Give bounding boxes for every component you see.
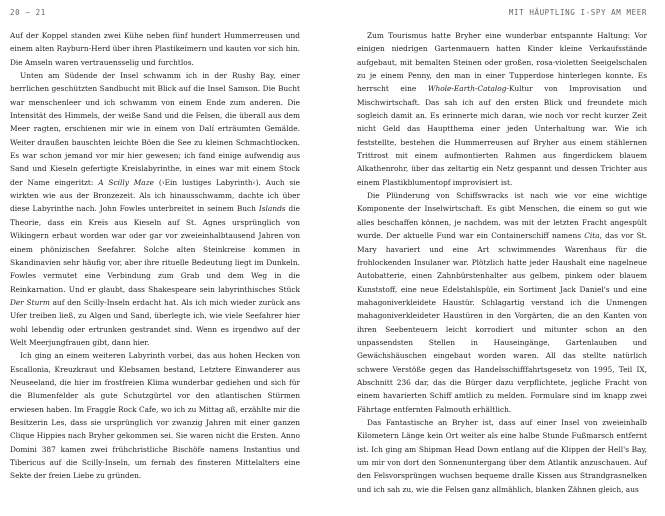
right-page-body <box>357 29 647 496</box>
paragraph: Unten am Südende der Insel schwamm ich in der Rushy Bay, einer herrlichen geschützten Sandbucht mit Blick auf die Insel Samson. Die Bucht war menschenleer und ich schwamm von einem Ende zum anderen. Die Intensität des Himmels, der weiße Sand und die Felsen, die überall aus dem Meer ragten, erschienen mir wie in einem von Dalí erträumten Gemälde. Weiter draußen bauschten leichte Böen die See zu kleinen Schmachtlocken. Es war schon jemand vor mir hier gewesen; ich fand einige aufwendig aus Sand und Kieseln gefertigte Kreislabyrinthe, in eines war mit einem Stock der Name eingeritzt: A Scilly Maze (›Ein lustiges Labyrinth‹). Auch sie wirkten wie aus der Bronzezeit. Als ich hinausschwamm, dachte ich über diese Labyrinthe nach. John Fowles unterbreitet in seinem Buch Islands die Theorie, dass ein Kreis aus Kieseln auf St. Agnes ursprünglich von Wikingern erbaut worden war oder gar vor zweieinhalbtausend Jahren von einem phönizischen Seefahrer. Solche alten Steinkreise kommen in Skandinavien sehr häufig vor, aber ihre rituelle Bedeutung liegt im Dunkeln. Fowles vermutet eine Verbindung zum Grab und dem Weg in die Reinkarnation. Und er glaubt, dass Shakespeare sein labyrinthisches Stück Der Sturm auf den Scilly-Inseln erdacht hat. Als ich mich wieder zurück ans Ufer treiben ließ, zu Algen und Sand, überlegte ich, wie viele Seefahrer hier wohl lebendig oder ertrunken gestrandet sind. Wenn es irgendwo auf der Welt Meerjungfrauen gibt, dann hier. <box>10 71 301 347</box>
paragraph: Das Fantastische an Bryher ist, dass auf einer Insel von zweieinhalb Kilometern Länge kein Ort weiter als eine halbe Stunde Fußmarsch entfernt ist. Ich ging am Shipman Head Down entlang auf die Klippen der Hell's Bay, um mir von dort den Sonnenuntergang über dem Atlantik anzuschauen. Auf den Felsvorsprüngen wuchsen bequeme dralle Kissen aus Strandgrasnelken und ich sah zu, wie die Felsen ganz allmählich, blanken Zähnen gleich, aus <box>357 417 647 494</box>
paragraph: Ich ging an einem weiteren Labyrinth vorbei, das aus hohen Hecken von Escallonia, Kreuzkraut und Klebsamen bestand, Letztere Einwanderer aus Neuseeland, die hier im frostfreien Klima wunderbar gediehen und sich für die Blumenfelder als gute Schutzgürtel vor den atlantischen Stürmen erwiesen haben. Im Fraggle Rock Cafe, wo ich zu Mittag aß, erzählte mir die Besitzerin Les, dass sie ursprünglich vor zwanzig Jahren mit einer ganzen Clique Hippies nach Bryher gekommen sei. Sie waren nicht die Ersten. Anno Domini 387 kamen zwei frühchristliche Bischöfe namens Instantius und Tibericus auf die Scilly-Inseln, um fernab des finsteren Mittelalters eine Sekte der freien Liebe zu gründen. <box>10 351 300 481</box>
paragraph: Zum Tourismus hatte Bryher eine wunderbar entspannte Haltung: Vor einigen niedrigen Gartenmauern hatten Kinder kleine Verkaufsstände aufgebaut, mit bemalten Steinen oder großen, rosa-violetten Seeigelschalen zu je einem Penny, den man in einer Tupperdose hinterlegen konnte. Es herrscht eine Whole-Earth-Catalog-Kultur von Improvisation und Mischwirtschaft. Das sah ich auf den ersten Blick und freundete mich sogleich damit an. Es erinnerte mich daran, wie noch vor recht kurzer Zeit nicht Geld das Hauptthema einer jeden Unterhaltung war. Wie ich feststellte, bestehen die Hummerreusen auf Bryher aus einem stählernen Trittrost mit einem aufmontierten Rahmen aus fingerdickem blauem Alkathenrohr, über das zeltartig ein Netz gespannt und dessen Trichter aus einem Plastikblumentopf improvisiert ist. <box>357 31 647 187</box>
paragraph: Auf der Koppel standen zwei Kühe neben fünf hundert Hummerreusen und einem alten Rayburn-Herd über ihren Plastikeimern und kauten vor sich hin. Die Amseln waren vertrauensselig und furchtlos. <box>10 31 300 67</box>
running-head: MIT HÄUPTLING I-SPY AM MEER <box>508 8 647 17</box>
paragraph: Die Plünderung von Schiffswracks ist nach wie vor eine wichtige Komponente der Inselwirtschaft. Es gibt Menschen, die einem so gut wie alles beschaffen können, je nachdem, was mit der letzten Fracht angespült wurde. Der aktuelle Fund war ein Containerschiff namens Cita, das vor St. Mary havariert und eine Art schwimmendes Warenhaus für die frohlockenden Insulaner war. Plötzlich hatte jeder Haushalt eine nagelneue Autobatterie, einen Zahnbürstenhalter aus gelbem, pinkem oder blauem Kunststoff, eine neue Edelstahlspüle, ein Sortiment Jack Daniel's und eine mahagoniverkleidete Haustür. Schlagartig verstand ich die Unmengen mahagoniverkleideter Haustüren in den Vorgärten, die an den Kanten von ihren Seebenteuern leicht korrodiert und mitunter schon an den unpassendsten Stellen in Hauseingänge, Gartenlauben und Gewächshäuschen eingebaut worden waren. All das stellte natürlich schwere Verstöße gegen das Handelsschifffahrtsgesetz von 1995, Teil IX, Abschnitt 236 dar, das die Bürger dazu verpflichtete, jegliche Fracht von einem havarierten Schiff amtlich zu melden. Formulare sind im knapp zwei Fährtage entfernten Falmouth erhältlich. <box>357 191 647 414</box>
page-folio: 20 – 21 <box>10 8 46 17</box>
right-page <box>357 0 647 516</box>
left-page <box>10 0 300 516</box>
left-page-body <box>10 29 300 483</box>
